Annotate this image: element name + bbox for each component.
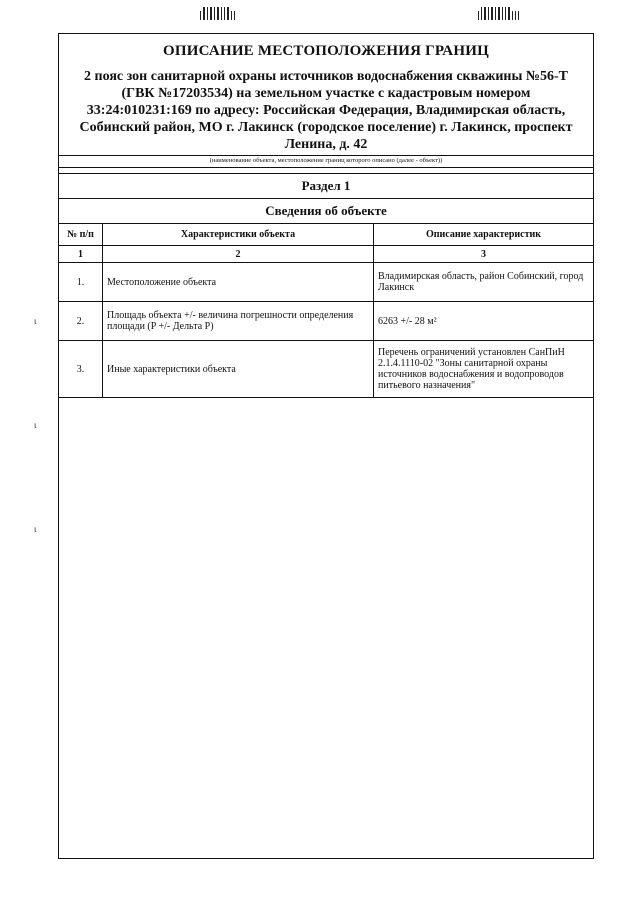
column-number: 1 [59,246,103,263]
column-number-row [59,246,593,263]
table-row [59,341,593,398]
column-header: Характеристики объекта [103,224,374,246]
table-header-row [59,224,593,246]
column-header: № п/п [59,224,103,246]
object-line: 2 пояс зон санитарной охраны источников водоснабжения скважины №56-Т [84,69,568,84]
document-title: ОПИСАНИЕ МЕСТОПОЛОЖЕНИЯ ГРАНИЦ [163,43,489,59]
document-frame [58,33,594,859]
object-line: 33:24:010231:169 по адресу: Российская Федерация, Владимирская область, [86,103,566,118]
object-line: Ленина, д. 42 [284,137,368,152]
object-info-table [59,223,593,398]
row-number: 3. [59,341,103,398]
object-description [65,68,587,153]
column-number: 3 [374,246,594,263]
object-line: (ГВК №17203534) на земельном участке с кадастровым номером [121,86,531,101]
margin-speck: ɩ [34,524,37,534]
row-characteristic: Площадь объекта +/- величина погрешности определения площади (P +/- Дельта P) [103,302,374,341]
object-note: (наименование объекта, местоположение границ которого описано (далее - объект)) [59,155,593,167]
barcode-right [478,5,519,20]
column-number: 2 [103,246,374,263]
object-line: Собинский район, МО г. Лакинск (городское поселение) г. Лакинск, проспект [79,120,573,135]
table-row [59,263,593,302]
row-characteristic: Местоположение объекта [103,263,374,302]
section-subtitle: Сведения об объекте [59,198,593,223]
row-description: Перечень ограничений установлен СанПиН 2.1.4.1110-02 "Зоны санитарной охраны источников водоснабжения и водопроводов питьевого назначения" [374,341,594,398]
row-description: 6263 +/- 28 м² [374,302,594,341]
barcode-left [200,5,235,20]
table-row [59,302,593,341]
row-description: Владимирская область, район Собинский, город Лакинск [374,263,594,302]
row-number: 1. [59,263,103,302]
margin-speck: ɩ [34,316,37,326]
column-header: Описание характеристик [374,224,594,246]
section-title: Раздел 1 [59,173,593,198]
row-number: 2. [59,302,103,341]
row-characteristic: Иные характеристики объекта [103,341,374,398]
margin-speck: ɩ [34,420,37,430]
